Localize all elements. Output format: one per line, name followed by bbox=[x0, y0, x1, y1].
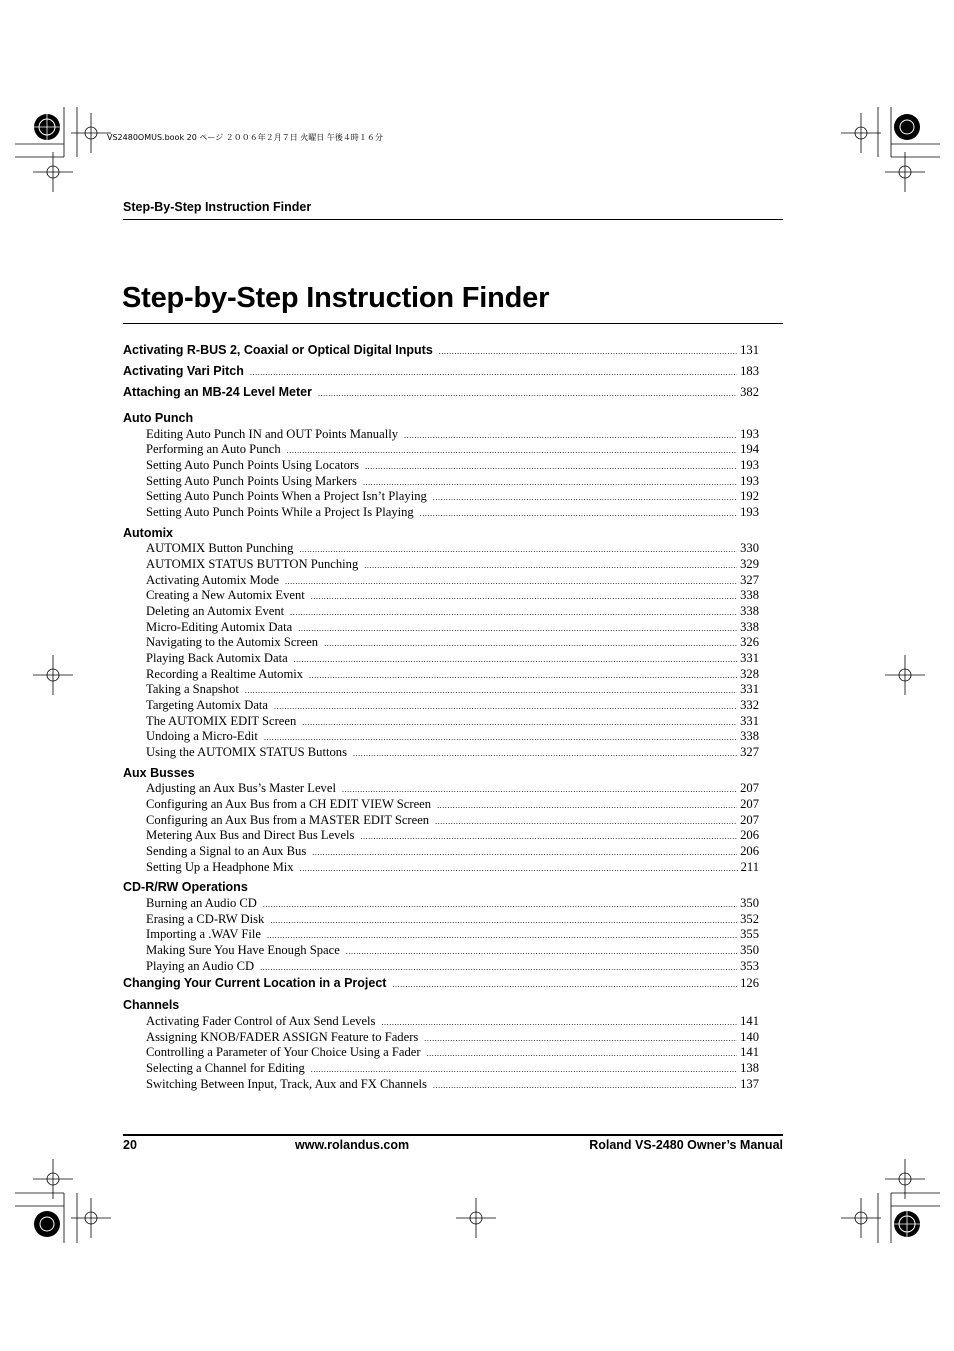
dot-leader bbox=[346, 944, 737, 960]
toc-subentry[interactable] bbox=[123, 635, 759, 651]
toc-subentry[interactable] bbox=[123, 828, 759, 844]
page-number: 350 bbox=[740, 895, 759, 910]
page-number: 211 bbox=[740, 859, 759, 874]
dot-leader bbox=[365, 459, 737, 475]
toc-subentry[interactable] bbox=[123, 667, 759, 683]
toc-subentry[interactable] bbox=[123, 844, 759, 860]
toc-subentry[interactable] bbox=[123, 797, 759, 813]
entry-label: Editing Auto Punch IN and OUT Points Manually bbox=[146, 426, 398, 441]
entry-label: Targeting Automix Data bbox=[146, 698, 269, 712]
toc-subentry[interactable] bbox=[123, 651, 759, 667]
crosshair-icon bbox=[885, 1159, 925, 1199]
page-number: 355 bbox=[740, 927, 759, 942]
dot-leader bbox=[267, 928, 737, 944]
entry-label: Burning an Audio CD bbox=[146, 895, 257, 910]
entry-label: Changing Your Current Location in a Project bbox=[123, 976, 387, 991]
dot-leader bbox=[300, 861, 738, 877]
toc-subentry[interactable] bbox=[123, 729, 759, 745]
dot-leader bbox=[363, 475, 737, 491]
page-number: 207 bbox=[740, 796, 759, 811]
entry-label: Playing Back Automix Data bbox=[146, 650, 288, 665]
crosshair-icon bbox=[71, 113, 111, 153]
page-number: 193 bbox=[740, 504, 759, 519]
toc-subentry[interactable] bbox=[123, 1014, 759, 1030]
section-heading-automix: Automix bbox=[123, 525, 173, 540]
toc-subentry[interactable] bbox=[123, 620, 759, 636]
dot-leader bbox=[324, 636, 737, 652]
page-number: 141 bbox=[740, 1045, 759, 1060]
page-number: 327 bbox=[740, 572, 759, 587]
dot-leader bbox=[435, 814, 737, 830]
entry-label: Configuring an Aux Bus from a MASTER EDIT Screen bbox=[146, 812, 430, 827]
header-rule bbox=[123, 219, 783, 220]
crosshair-icon bbox=[885, 152, 925, 192]
crosshair-icon bbox=[71, 1198, 111, 1238]
page-number: 193 bbox=[740, 457, 759, 472]
page-number: 332 bbox=[740, 698, 759, 712]
dot-leader bbox=[311, 1062, 737, 1078]
entry-label: Adjusting an Aux Bus’s Master Level bbox=[146, 781, 336, 796]
toc-subentry[interactable] bbox=[123, 442, 759, 458]
section-heading-aux-busses: Aux Busses bbox=[123, 765, 195, 780]
page-number: 328 bbox=[740, 666, 759, 681]
toc-subentry[interactable] bbox=[123, 813, 759, 829]
entry-label: The AUTOMIX EDIT Screen bbox=[146, 713, 297, 728]
entry-label: Setting Auto Punch Points Using Markers bbox=[146, 473, 357, 488]
print-header: VS2480OMUS.book 20 ページ ２００６年２月７日 火曜日 午後４時１６分 bbox=[107, 133, 383, 142]
toc-subentry[interactable] bbox=[123, 604, 759, 620]
entry-label: Recording a Realtime Automix bbox=[146, 666, 304, 681]
toc-subentry[interactable] bbox=[123, 458, 759, 474]
registration-target-icon bbox=[27, 107, 67, 147]
dot-leader bbox=[392, 980, 737, 989]
entry-label: Creating a New Automix Event bbox=[146, 588, 305, 603]
footer-page-number: 20 bbox=[123, 1138, 137, 1152]
toc-subentry[interactable] bbox=[123, 860, 759, 876]
entry-label: Performing an Auto Punch bbox=[146, 442, 281, 457]
dot-leader bbox=[250, 368, 737, 377]
section-heading-cd-rw-operations: CD-R/RW Operations bbox=[123, 880, 248, 895]
dot-leader bbox=[287, 443, 737, 459]
page-number: 382 bbox=[740, 385, 759, 399]
page-number: 183 bbox=[740, 364, 759, 378]
toc-subentry[interactable] bbox=[123, 1061, 759, 1077]
dot-leader bbox=[264, 730, 737, 746]
entry-label: Activating R-BUS 2, Coaxial or Optical Digital Inputs bbox=[123, 343, 433, 357]
page-number: 338 bbox=[740, 588, 759, 603]
dot-leader bbox=[427, 1046, 738, 1062]
toc-subentry[interactable] bbox=[123, 588, 759, 604]
page-number: 338 bbox=[740, 729, 759, 744]
toc-subentry[interactable] bbox=[123, 541, 759, 557]
dot-leader bbox=[299, 542, 737, 558]
dot-leader bbox=[437, 798, 737, 814]
dot-leader bbox=[364, 558, 737, 574]
entry-label: Taking a Snapshot bbox=[146, 682, 239, 697]
entry-label: Setting Auto Punch Points Using Locators bbox=[146, 457, 360, 472]
page-number: 352 bbox=[740, 911, 759, 926]
entry-label: Navigating to the Automix Screen bbox=[146, 635, 319, 650]
toc-subentry[interactable] bbox=[123, 959, 759, 975]
dot-leader bbox=[433, 490, 737, 506]
page-number: 329 bbox=[740, 556, 759, 571]
crosshair-icon bbox=[33, 152, 73, 192]
page-title: Step-by-Step Instruction Finder bbox=[122, 282, 550, 314]
dot-leader bbox=[404, 428, 737, 444]
entry-label: Configuring an Aux Bus from a CH EDIT VIEW Screen bbox=[146, 796, 432, 811]
entry-label: Using the AUTOMIX STATUS Buttons bbox=[146, 745, 347, 760]
toc-subentry[interactable] bbox=[123, 745, 759, 761]
toc-subentry[interactable] bbox=[123, 1077, 759, 1093]
dot-leader bbox=[270, 913, 737, 929]
page-number: 131 bbox=[740, 343, 759, 357]
toc-subentry[interactable] bbox=[123, 698, 759, 714]
title-rule bbox=[123, 323, 783, 324]
dot-leader bbox=[274, 699, 737, 715]
page-number: 338 bbox=[740, 603, 759, 618]
entry-label: Deleting an Automix Event bbox=[146, 603, 285, 618]
entry-label: Switching Between Input, Track, Aux and FX Channels bbox=[146, 1076, 427, 1091]
entry-label: Erasing a CD-RW Disk bbox=[146, 911, 265, 926]
dot-leader bbox=[302, 715, 737, 731]
page-number: 141 bbox=[740, 1013, 759, 1028]
dot-leader bbox=[309, 668, 737, 684]
dot-leader bbox=[353, 746, 737, 762]
crosshair-icon bbox=[33, 1159, 73, 1199]
entry-label: Importing a .WAV File bbox=[146, 927, 261, 942]
page-number: 194 bbox=[740, 442, 759, 457]
dot-leader bbox=[439, 347, 737, 356]
dot-leader bbox=[312, 845, 737, 861]
toc-entry[interactable] bbox=[123, 364, 759, 385]
page-number: 350 bbox=[740, 942, 759, 957]
crosshair-icon bbox=[841, 113, 881, 153]
toc-subentry[interactable] bbox=[123, 1030, 759, 1046]
entry-label: Setting Auto Punch Points When a Project Isn’t Playing bbox=[146, 489, 427, 504]
toc-subentry[interactable] bbox=[123, 912, 759, 928]
page-number: 331 bbox=[740, 650, 759, 665]
registration-target-icon bbox=[887, 1204, 927, 1244]
registration-target-icon bbox=[887, 107, 927, 147]
entry-label: Attaching an MB-24 Level Meter bbox=[123, 385, 312, 399]
dot-leader bbox=[360, 829, 737, 845]
entry-label: Activating Automix Mode bbox=[146, 572, 279, 587]
entry-label: Controlling a Parameter of Your Choice Using a Fader bbox=[146, 1045, 421, 1060]
page-number: 138 bbox=[740, 1060, 759, 1075]
dot-leader bbox=[298, 621, 737, 637]
entry-label: Undoing a Micro-Edit bbox=[146, 729, 258, 744]
section-heading-channels: Channels bbox=[123, 998, 180, 1013]
toc-subentry[interactable] bbox=[123, 1045, 759, 1061]
registration-target-icon bbox=[27, 1204, 67, 1244]
entry-label: Micro-Editing Automix Data bbox=[146, 619, 293, 634]
page-number: 193 bbox=[740, 473, 759, 488]
page-number: 206 bbox=[740, 828, 759, 843]
toc-entry[interactable] bbox=[123, 385, 759, 406]
entry-label: AUTOMIX STATUS BUTTON Punching bbox=[146, 556, 359, 571]
footer-url[interactable]: www.rolandus.com bbox=[295, 1138, 410, 1152]
page-number: 331 bbox=[740, 682, 759, 697]
toc-subentry[interactable] bbox=[123, 714, 759, 730]
crosshair-icon bbox=[885, 655, 925, 695]
toc-subentry[interactable] bbox=[123, 489, 759, 505]
entry-label: AUTOMIX Button Punching bbox=[146, 541, 294, 556]
entry-label: Activating Fader Control of Aux Send Levels bbox=[146, 1013, 376, 1028]
page-number: 353 bbox=[740, 958, 759, 973]
page-number: 331 bbox=[740, 713, 759, 728]
entry-label: Assigning KNOB/FADER ASSIGN Feature to Faders bbox=[146, 1029, 419, 1044]
page-number: 137 bbox=[740, 1076, 759, 1091]
page-number: 207 bbox=[740, 812, 759, 827]
dot-leader bbox=[424, 1031, 737, 1047]
entry-label: Activating Vari Pitch bbox=[123, 364, 244, 378]
dot-leader bbox=[263, 897, 737, 913]
page-number: 140 bbox=[740, 1029, 759, 1044]
section-heading-auto-punch: Auto Punch bbox=[123, 411, 194, 425]
entry-label: Making Sure You Have Enough Space bbox=[146, 942, 340, 957]
toc-subentry[interactable] bbox=[123, 573, 759, 589]
entry-label: Setting Auto Punch Points While a Project Is Playing bbox=[146, 504, 414, 519]
toc-subentry[interactable] bbox=[123, 927, 759, 943]
toc-subentry[interactable] bbox=[123, 505, 759, 521]
running-head: Step-By-Step Instruction Finder bbox=[123, 200, 312, 214]
toc-subentry[interactable] bbox=[123, 474, 759, 490]
crosshair-icon bbox=[841, 1198, 881, 1238]
dot-leader bbox=[260, 960, 737, 976]
page-number: 338 bbox=[740, 619, 759, 634]
entry-label: Metering Aux Bus and Direct Bus Levels bbox=[146, 828, 355, 843]
entry-label: Sending a Signal to an Aux Bus bbox=[146, 844, 307, 858]
page-number: 206 bbox=[740, 844, 759, 858]
dot-leader bbox=[311, 589, 737, 605]
footer-manual-title: Roland VS-2480 Owner’s Manual bbox=[589, 1138, 783, 1152]
footer-rule bbox=[123, 1134, 783, 1136]
page-number: 192 bbox=[740, 489, 759, 504]
crosshair-icon bbox=[33, 655, 73, 695]
dot-leader bbox=[342, 782, 737, 798]
entry-label: Selecting a Channel for Editing bbox=[146, 1060, 305, 1075]
page-number: 326 bbox=[740, 635, 759, 650]
dot-leader bbox=[381, 1015, 737, 1031]
page-number: 330 bbox=[740, 541, 759, 556]
dot-leader bbox=[245, 683, 737, 699]
toc-entry[interactable] bbox=[123, 976, 759, 997]
dot-leader bbox=[290, 605, 737, 621]
toc-subentry[interactable] bbox=[123, 557, 759, 573]
toc-subentry[interactable] bbox=[123, 943, 759, 959]
toc-entry[interactable] bbox=[123, 343, 759, 364]
dot-leader bbox=[420, 506, 737, 522]
toc-subentry[interactable] bbox=[123, 781, 759, 797]
toc-subentry[interactable] bbox=[123, 682, 759, 698]
page-number: 126 bbox=[740, 976, 759, 991]
instruction-finder-list bbox=[123, 343, 759, 1092]
dot-leader bbox=[294, 652, 737, 668]
page-number: 327 bbox=[740, 745, 759, 760]
toc-subentry[interactable] bbox=[123, 427, 759, 443]
crosshair-icon bbox=[456, 1198, 496, 1238]
dot-leader bbox=[433, 1078, 737, 1094]
entry-label: Setting Up a Headphone Mix bbox=[146, 859, 294, 874]
page-number: 207 bbox=[740, 781, 759, 796]
toc-subentry[interactable] bbox=[123, 896, 759, 912]
dot-leader bbox=[285, 574, 737, 590]
entry-label: Playing an Audio CD bbox=[146, 958, 255, 973]
dot-leader bbox=[318, 389, 737, 398]
page-number: 193 bbox=[740, 426, 759, 441]
